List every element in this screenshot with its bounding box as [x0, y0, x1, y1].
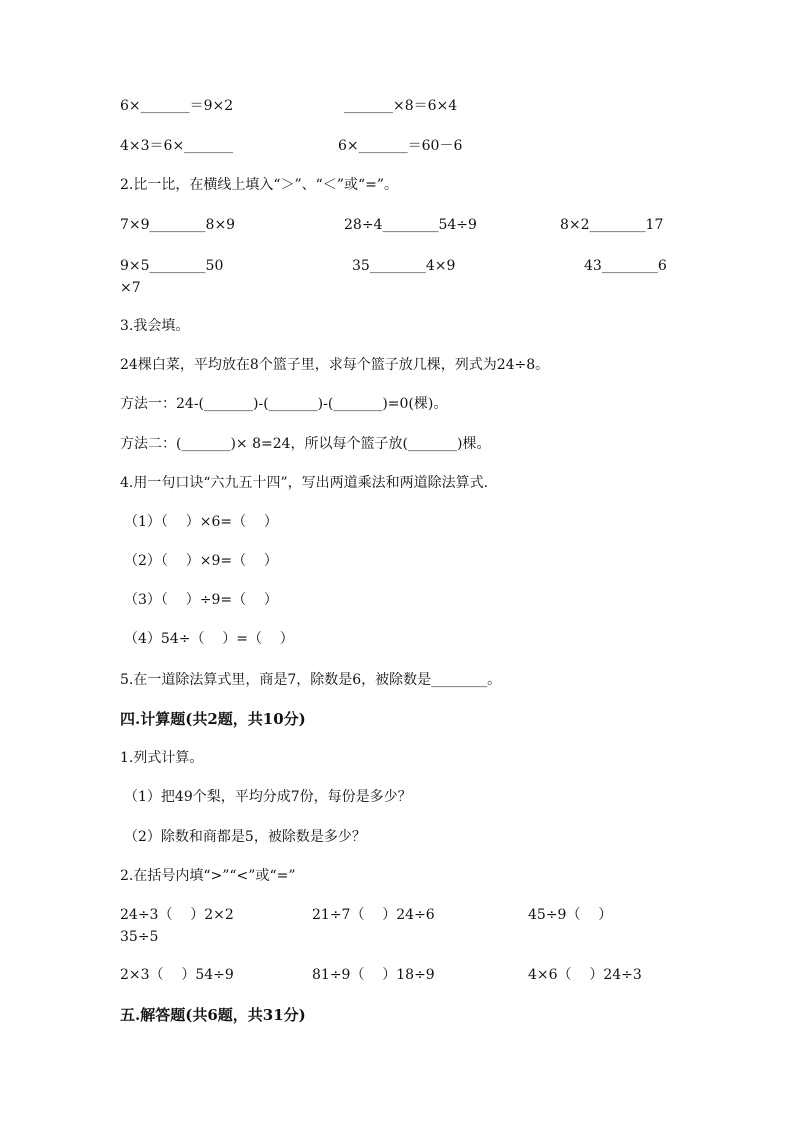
question-heading: 2.在括号内填“>”“<”或“=”: [120, 868, 296, 884]
compare-item: 28÷4________54÷9: [344, 217, 477, 233]
question-heading: 4.用一句口诀“六九五十四”，写出两道乘法和两道除法算式.: [120, 475, 489, 491]
question-heading: 1.列式计算。: [120, 750, 204, 766]
compare-item: 81÷9（ ）18÷9: [312, 967, 435, 983]
method-line: 方法一：24-(_______)-(_______)-(_______)=0(棵)。: [120, 396, 448, 412]
section-heading: 四.计算题(共2题，共10分): [120, 710, 306, 728]
compare-item: 2×3（ ）54÷9: [120, 967, 234, 983]
section-heading: 五.解答题(共6题，共31分): [120, 1006, 306, 1024]
fill-item: 4×3＝6×_______: [120, 138, 234, 154]
compare-item: 35________4×9: [352, 258, 456, 274]
sub-question: （1）把49个梨，平均分成7份，每份是多少？: [124, 789, 412, 805]
question-heading: 5.在一道除法算式里，商是7，除数是6，被除数是________。: [120, 672, 502, 688]
method-line: 方法二：(_______)× 8=24，所以每个篮子放(_______)棵。: [120, 436, 491, 452]
compare-item: 8×2________17: [560, 217, 664, 233]
compare-item: 24÷3（ ）2×2: [120, 907, 234, 923]
compare-item: 7×9________8×9: [120, 217, 236, 233]
fill-item: 6×_______＝9×2: [120, 98, 234, 114]
question-heading: 2.比一比，在横线上填入“＞”、“＜”或“=”。: [120, 177, 399, 193]
sub-question: （2）除数和商都是5，被除数是多少？: [124, 829, 366, 845]
fill-item: 6×_______＝60－6: [338, 138, 463, 154]
question-text: 24棵白菜，平均放在8个篮子里，求每个篮子放几棵，列式为24÷8。: [120, 357, 550, 373]
compare-item: 43________6: [584, 258, 667, 274]
formula-item: （3）（ ）÷9=（ ）: [124, 592, 278, 608]
formula-item: （1）（ ）×6=（ ）: [124, 514, 278, 530]
compare-item: 4×6（ ）24÷3: [528, 967, 642, 983]
compare-item-wrap: ×7: [120, 280, 141, 296]
formula-item: （4）54÷（ ）=（ ）: [124, 631, 294, 647]
fill-item: _______×8＝6×4: [344, 98, 458, 114]
question-heading: 3.我会填。: [120, 318, 190, 334]
formula-item: （2）（ ）×9=（ ）: [124, 553, 278, 569]
compare-item: 9×5________50: [120, 258, 224, 274]
compare-item: 21÷7（ ）24÷6: [312, 907, 435, 923]
compare-item-wrap: 35÷5: [120, 929, 159, 945]
compare-item: 45÷9（ ）: [528, 907, 613, 923]
